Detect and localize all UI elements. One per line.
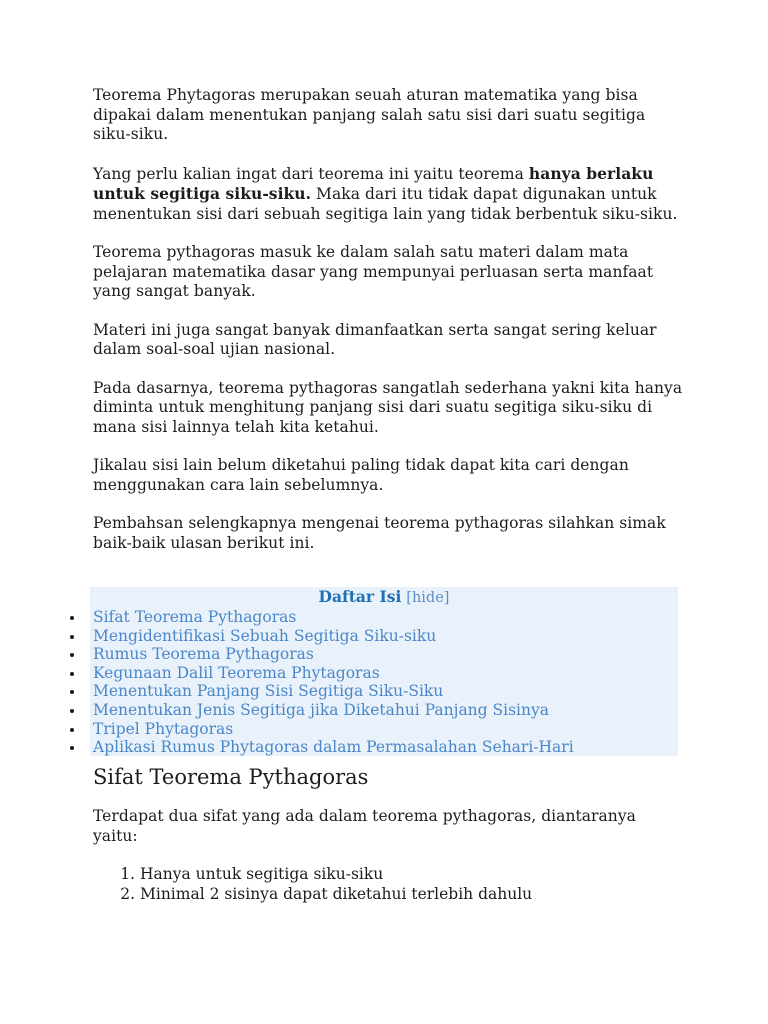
toc-link[interactable]: Tripel Phytagoras: [93, 719, 234, 738]
paragraph-note: [93, 164, 683, 225]
section-body: [93, 807, 683, 904]
toc-list: [90, 608, 678, 757]
list-item: 1. Hanya untuk segitiga siku-siku: [140, 865, 683, 885]
table-of-contents: [90, 587, 678, 756]
toc-link[interactable]: Sifat Teorema Pythagoras: [93, 608, 297, 626]
paragraph-alternative: Jikalau sisi lain belum diketahui paling tidak dapat kita cari dengan menggunakan cara lain sebelumnya.: [93, 456, 629, 494]
toc-item[interactable]: [90, 608, 678, 627]
toc-link[interactable]: Menentukan Panjang Sisi Segitiga Siku-Siku: [93, 682, 444, 701]
article-body: [93, 86, 683, 572]
toc-item[interactable]: [90, 720, 678, 739]
paragraph-basics: Pada dasarnya, teorema pythagoras sangatlah sederhana yakni kita hanya diminta untuk menghitung panjang sisi dari suatu segitiga siku-siku di mana sisi lainnya telah kita ketahui.: [93, 378, 683, 436]
section-intro: Terdapat dua sifat yang ada dalam teorema pythagoras, diantaranya yaitu:: [93, 807, 636, 845]
toc-header: [90, 587, 678, 608]
toc-item[interactable]: [90, 627, 678, 646]
toc-item[interactable]: [90, 682, 678, 701]
list-item: 2. Minimal 2 sisinya dapat diketahui terlebih dahulu: [140, 885, 683, 905]
paragraph-intro: Teorema Phytagoras merupakan seuah aturan matematika yang bisa dipakai dalam menentukan panjang salah satu sisi dari suatu segitiga siku-siku.: [93, 86, 646, 143]
paragraph-note-end: Maka dari itu tidak dapat digunakan untuk menentukan sisi dari sebuah segitiga lain yang tidak berbentuk siku-siku.: [93, 185, 678, 223]
paragraph-outro: Pembahsan selengkapnya mengenai teorema pythagoras silahkan simak baik-baik ulasan berikut ini.: [93, 514, 666, 552]
section-heading: Sifat Teorema Pythagoras: [93, 765, 369, 789]
toc-hide-toggle[interactable]: [hide]: [406, 590, 450, 606]
paragraph-exam: Materi ini juga sangat banyak dimanfaatkan serta sangat sering keluar dalam soal-soal ujian nasional.: [93, 320, 657, 358]
toc-item[interactable]: [90, 645, 678, 664]
toc-item[interactable]: [90, 701, 678, 720]
toc-link[interactable]: Mengidentifikasi Sebuah Segitiga Siku-siku: [93, 626, 437, 645]
paragraph-note-start: Yang perlu kalian ingat dari teorema ini yaitu teorema: [93, 164, 529, 183]
toc-item[interactable]: [90, 738, 678, 757]
paragraph-scope: Teorema pythagoras masuk ke dalam salah satu materi dalam mata pelajaran matematika dasar yang mempunyai perluasan serta manfaat yang sangat banyak.: [93, 243, 654, 300]
properties-list: [93, 865, 683, 904]
toc-link[interactable]: Rumus Teorema Pythagoras: [93, 645, 314, 664]
toc-title: Daftar Isi: [318, 587, 402, 606]
toc-item[interactable]: [90, 664, 678, 683]
toc-link[interactable]: Menentukan Jenis Segitiga jika Diketahui Panjang Sisinya: [93, 700, 549, 719]
paragraph-note-bold: hanya berlaku untuk segitiga siku-siku.: [93, 163, 654, 203]
toc-link[interactable]: Aplikasi Rumus Phytagoras dalam Permasalahan Sehari-Hari: [93, 738, 574, 757]
toc-link[interactable]: Kegunaan Dalil Teorema Phytagoras: [93, 663, 380, 682]
